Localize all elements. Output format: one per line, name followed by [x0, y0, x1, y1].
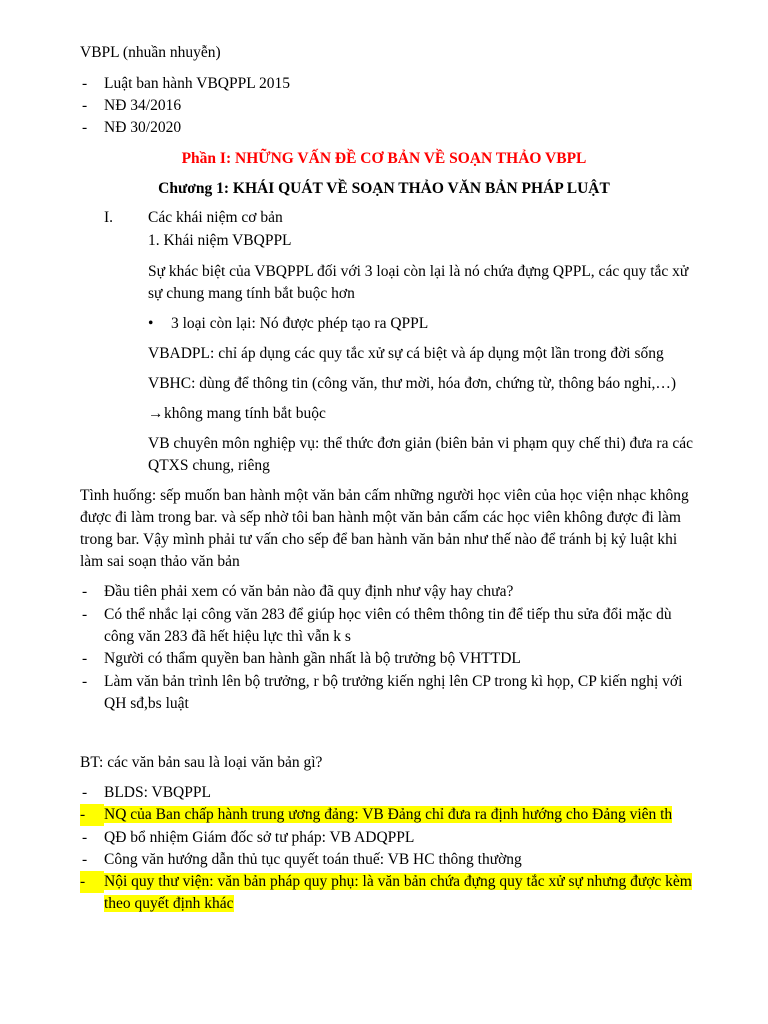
dash-marker: - [82, 829, 88, 846]
section-numeral: I. [104, 209, 114, 226]
exercise-item-highlighted [104, 871, 692, 893]
exercise-item-highlighted [104, 804, 672, 826]
paragraph-line: VB chuyên môn nghiệp vụ: thể thức đơn giản (biên bản vi phạm quy chế thi) đưa ra các [148, 435, 693, 452]
dash-marker: - [82, 119, 88, 136]
dash-marker: - [82, 784, 88, 801]
paragraph-line: VBHC: dùng để thông tin (công văn, thư mời, hóa đơn, chứng từ, thông báo nghỉ,…) [148, 375, 677, 392]
bullet-text: 3 loại còn lại: Nó được phép tạo ra QPPL [171, 315, 429, 332]
dash-marker: - [82, 851, 88, 868]
dash-marker: - [82, 583, 88, 600]
doc-header: VBPL (nhuần nhuyễn) [80, 44, 221, 61]
exercise-item: BLDS: VBQPPL [104, 784, 211, 801]
advice-item: Có thể nhắc lại công văn 283 để giúp học viên có thêm thông tin để tiếp thu sửa đổi mặc dù [104, 606, 672, 623]
law-item: NĐ 30/2020 [104, 119, 182, 136]
paragraph-line: Sự khác biệt của VBQPPL đối với 3 loại còn lại là nó chứa đựng QPPL, các quy tắc xử [148, 263, 689, 280]
dash-marker: - [80, 871, 104, 893]
dash-marker: - [82, 606, 88, 623]
law-item: Luật ban hành VBQPPL 2015 [104, 75, 290, 92]
subsection-title: 1. Khái niệm VBQPPL [148, 232, 292, 249]
chapter-title: Chương 1: KHÁI QUÁT VỀ SOẠN THẢO VĂN BẢN PHÁP LUẬT [158, 180, 610, 197]
advice-item: Làm văn bản trình lên bộ trưởng, r bộ trưởng kiến nghị lên CP trong kì họp, CP kiến nghị với [104, 673, 683, 690]
scenario-line: làm sai soạn thảo văn bản [80, 553, 240, 570]
dash-marker: - [82, 75, 88, 92]
dash-marker: - [82, 673, 88, 690]
advice-item: Đầu tiên phải xem có văn bản nào đã quy định như vậy hay chưa? [104, 583, 514, 600]
highlight-text: theo quyết định khác [104, 895, 234, 912]
arrow-text: không mang tính bắt buộc [164, 405, 326, 422]
dash-marker: - [82, 97, 88, 114]
arrow-right-icon: → [148, 405, 164, 422]
advice-item: công văn 283 đã hết hiệu lực thì vẫn k s [104, 628, 351, 645]
paragraph-line: QTXS chung, riêng [148, 457, 270, 474]
exercise-title: BT: các văn bản sau là loại văn bản gì? [80, 754, 323, 771]
dash-marker: - [82, 650, 88, 667]
paragraph-line: sự chung mang tính bắt buộc hơn [148, 285, 355, 302]
scenario-line: Tình huống: sếp muốn ban hành một văn bản cấm những người học viên của học viện nhạc không [80, 487, 689, 504]
part-title: Phần I: NHỮNG VẤN ĐỀ CƠ BẢN VỀ SOẠN THẢO VBPL [181, 150, 587, 167]
advice-item: QH sđ,bs luật [104, 695, 189, 712]
section-title: Các khái niệm cơ bản [148, 209, 283, 226]
highlight-text: NQ của Ban chấp hành trung ương đảng: VB Đảng chỉ đưa ra định hướng cho Đảng viên th [104, 806, 673, 823]
dash-marker: - [80, 804, 104, 826]
advice-item: Người có thẩm quyền ban hành gần nhất là bộ trưởng bộ VHTTDL [104, 650, 521, 667]
paragraph-line: VBADPL: chỉ áp dụng các quy tắc xử sự cá biệt và áp dụng một lần trong đời sống [148, 345, 664, 362]
scenario-line: được đi làm trong bar. và sếp nhờ tôi ban hành một văn bản cấm các học viên không được đi làm [80, 509, 681, 526]
scenario-line: trong bar. Vậy mình phải tư vấn cho sếp để ban hành văn bản như thế nào để tránh bị kỷ luật khi [80, 531, 678, 548]
law-item: NĐ 34/2016 [104, 97, 182, 114]
bullet-icon: • [148, 315, 154, 332]
exercise-item: QĐ bổ nhiệm Giám đốc sở tư pháp: VB ADQPPL [104, 829, 415, 846]
exercise-item: Công văn hướng dẫn thủ tục quyết toán thuế: VB HC thông thường [104, 851, 522, 868]
exercise-item-highlighted [104, 893, 234, 915]
highlight-text: Nội quy thư viện: văn bản pháp quy phụ: là văn bản chứa đựng quy tắc xử sự nhưng được kèm [104, 873, 692, 890]
